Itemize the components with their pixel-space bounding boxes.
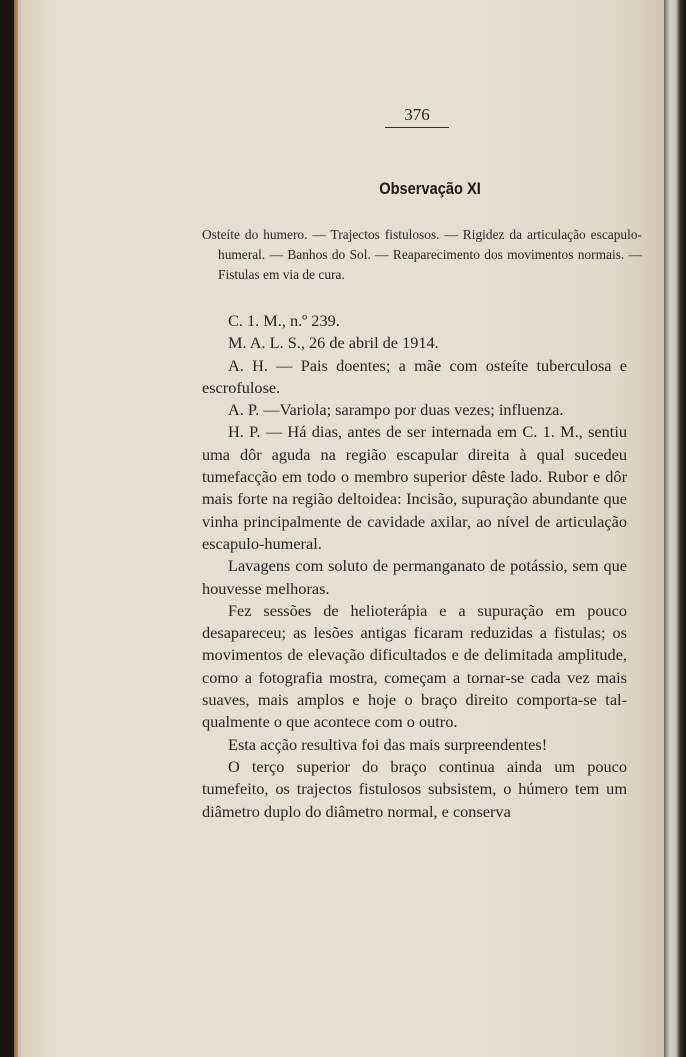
paragraph: Fez sessões de helioterápia e a supuração em pouco desapareceu; as lesões antigas ficaram reduzidas a fistulas; os movimentos de elevação dificultados e de delimitada amplitude, como a fotografia mostra, começam a tornar-se cada vez mais suaves, mais amplos e hoje o braço direito comporta-se tal-qualmente o que acontece com o outro. xyxy=(202,600,627,732)
paragraph: A. H. — Pais doentes; a mãe com osteíte tuberculosa e escrofulose. xyxy=(202,355,627,397)
paragraph: H. P. — Há dias, antes de ser internada em C. 1. M., sentiu uma dôr aguda na região escapular direita à qual sucedeu tumefacção em todo o membro superior dêste lado. Rubor e dôr mais forte na região deltoidea: Incisão, supuração abundante que vinha principalmente de cavidade axilar, ao nível de articulação escapulo-humeral. xyxy=(202,422,627,553)
summary-text: Osteíte do humero. — Trajectos fistulosos. — Rigidez da articulação escapulo-humeral. — Banhos do Sol. — Reaparecimento dos movimentos normais. — Fistulas em via de cura. xyxy=(202,227,642,282)
observation-summary xyxy=(202,225,642,285)
body-text xyxy=(202,310,627,823)
observation-heading: Observação XI xyxy=(379,179,481,198)
paragraph: M. A. L. S., 26 de abril de 1914. xyxy=(228,333,439,353)
paragraph: A. P. —Variola; sarampo por duas vezes; influenza. xyxy=(228,400,564,420)
paragraph: C. 1. M., n.º 239. xyxy=(228,311,340,330)
page-number: 376 xyxy=(385,105,449,128)
page-right-edge xyxy=(664,0,686,1057)
paragraph: Lavagens com soluto de permanganato de potássio, sem que houvesse melhoras. xyxy=(202,556,627,598)
paragraph: Esta acção resultiva foi das mais surpreendentes! xyxy=(228,734,548,754)
paragraph: O terço superior do braço continua ainda um pouco tumefeito, os trajectos fistulosos subsistem, o húmero tem um diâmetro duplo do diâmetro normal, e conserva xyxy=(202,756,627,821)
page-binding-edge xyxy=(14,0,18,1057)
